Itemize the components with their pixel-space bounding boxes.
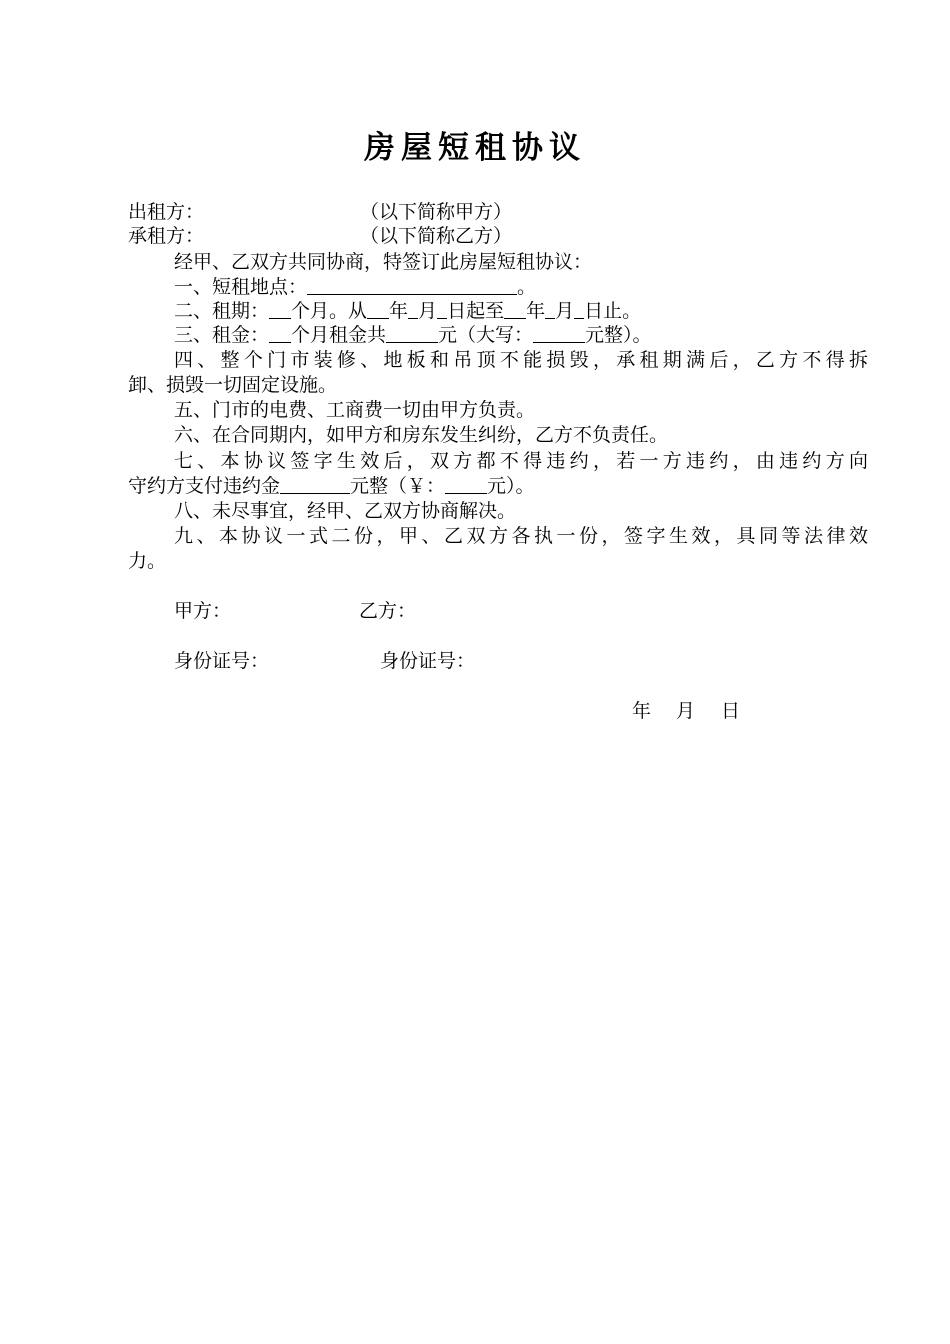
clause-2-text-f: 年 — [526, 300, 546, 322]
party-a-signature-label: 甲方： — [174, 600, 232, 622]
lessor-note: （以下简称甲方） — [360, 201, 513, 223]
rent-uppercase-blank — [533, 324, 585, 343]
clause-2-text-e: 日起至 — [447, 300, 505, 322]
clause-6: 六、在合同期内，如甲方和房东发生纠纷，乙方不负责任。 — [174, 424, 669, 446]
clause-3-label: 三、租金： — [174, 324, 270, 346]
clause-1-label: 一、短租地点： — [174, 276, 308, 298]
lessee-label: 承租方： — [128, 225, 205, 247]
date-day-label: 日 — [721, 700, 741, 722]
end-day-blank — [574, 300, 584, 319]
clause-1-end: 。 — [517, 276, 537, 298]
start-month-blank — [408, 300, 418, 319]
months-blank — [269, 300, 291, 319]
clause-2-text-g: 月 — [555, 300, 575, 322]
date-month-label: 月 — [676, 700, 696, 722]
clause-3-text-b: 个月租金共 — [291, 324, 387, 346]
clause-7-text-a: 守约方支付违约金 — [128, 475, 281, 497]
start-year-blank — [367, 300, 389, 319]
penalty-yuan-blank — [445, 475, 487, 494]
clause-5: 五、门市的电费、工商费一切由甲方负责。 — [174, 399, 536, 421]
party-b-id-label: 身份证号： — [380, 650, 476, 672]
lessor-label: 出租方： — [128, 201, 205, 223]
intro-text: 经甲、乙双方共同协商，特签订此房屋短租协议： — [174, 251, 593, 273]
clause-2 — [174, 299, 641, 323]
clause-2-text-c: 年 — [389, 300, 409, 322]
clause-3-text-c: 元（大写： — [438, 324, 534, 346]
rent-months-blank — [269, 324, 291, 343]
party-b-signature-label: 乙方： — [359, 600, 417, 622]
document-title: 房屋短租协议 — [364, 130, 586, 166]
clause-4-line-2: 卸、损毁一切固定设施。 — [128, 374, 338, 396]
clause-7-text-b: 元整（￥： — [350, 475, 446, 497]
clause-3 — [174, 323, 652, 347]
date-year-label: 年 — [632, 700, 652, 722]
end-year-blank — [504, 300, 526, 319]
clause-2-label: 二、租期： — [174, 300, 270, 322]
clause-7-line-2 — [128, 474, 535, 498]
clause-7-line-1: 七、本协议签字生效后，双方都不得违约，若一方违约，由违约方向 — [174, 450, 868, 472]
clause-3-text-d: 元整）。 — [585, 324, 652, 346]
rent-amount-blank — [386, 324, 438, 343]
clause-2-text-h: 日止。 — [584, 300, 642, 322]
clause-9-line-1: 九、本协议一式二份，甲、乙双方各执一份，签字生效，具同等法律效 — [174, 525, 868, 547]
party-a-id-label: 身份证号： — [174, 650, 270, 672]
penalty-amount-blank — [280, 475, 350, 494]
clause-7-text-c: 元）。 — [487, 475, 535, 497]
clause-1 — [174, 275, 536, 299]
clause-4-line-1: 四、整个门市装修、地板和吊顶不能损毁，承租期满后，乙方不得拆 — [174, 349, 868, 371]
end-month-blank — [545, 300, 555, 319]
clause-2-text-b: 个月。从 — [291, 300, 368, 322]
address-blank — [307, 276, 517, 295]
clause-8: 八、未尽事宜，经甲、乙双方协商解决。 — [174, 500, 517, 522]
lessee-note: （以下简称乙方） — [360, 225, 513, 247]
clause-9-line-2: 力。 — [128, 550, 167, 572]
start-day-blank — [437, 300, 447, 319]
clause-2-text-d: 月 — [418, 300, 438, 322]
